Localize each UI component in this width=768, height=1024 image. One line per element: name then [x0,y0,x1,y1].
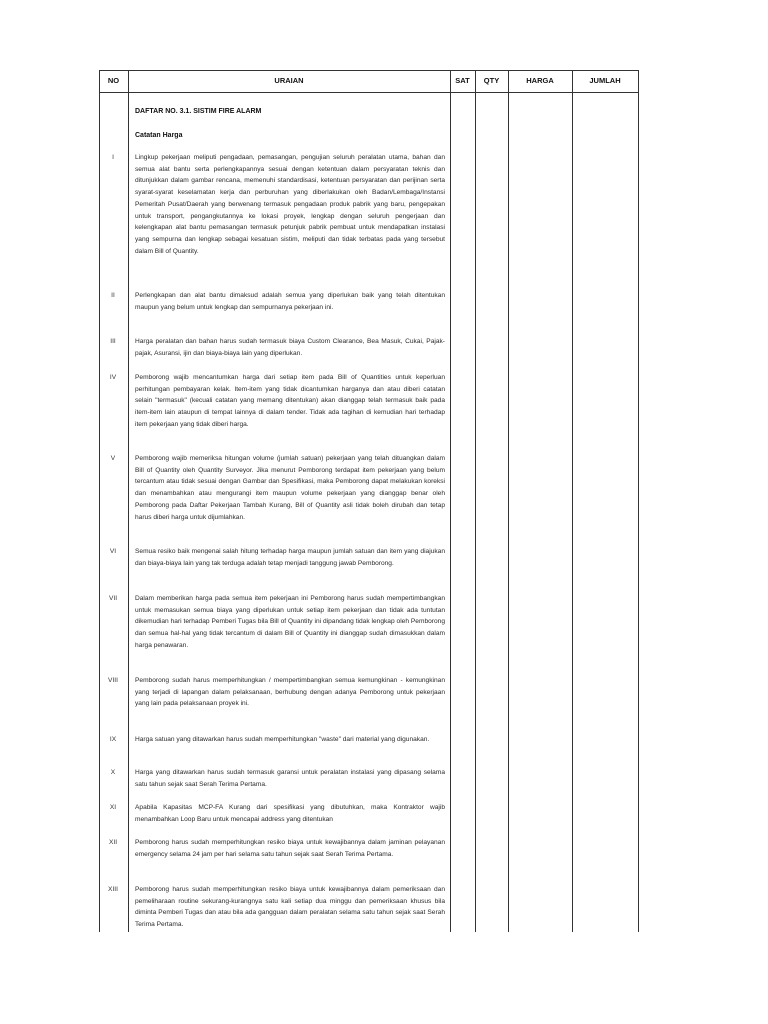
item-number: XIII [108,886,118,893]
header-harga: HARGA [526,76,554,85]
header-jumlah: JUMLAH [589,76,621,85]
header-uraian: URAIAN [274,76,304,85]
item-number: I [112,154,114,161]
item-text: Pemborong harus sudah memperhitungkan resiko biaya untuk kewajibannya dalam jaminan pelayanan emergency selama 24 jam per hari selama satu tahun sejak saat Serah Terima Pertama. [135,839,445,858]
header-qty: QTY [483,76,500,85]
item-text: Harga satuan yang ditawarkan harus sudah memperhitungkan "waste" dari material yang digunakan. [135,736,430,743]
item-text: Lingkup pekerjaan meliputi pengadaan, pemasangan, pengujian seluruh peralatan utama, bahan dan semua alat bantu serta perlengkapannya sesuai dengan ketentuan dalam persyaratan teknis dan ditunjukkan dalam gambar rencana, memenuhi standardisasi, ketentuan persyaratan dan perijinan serta syarat-syarat keselamatan kerja dan perburuhan yang diberlakukan oleh Badan/Lembaga/Instansi Pemeritah Pusat/Daerah yang berwenang termasuk pengadaan produk pabrik yang baru, pengepakan untuk transport, pengangkutannya ke lokasi proyek, lengkap dengan seluruh pengerjaan dan kelengkapan alat bantu pemasangan termasuk petunjuk pabrik pembuat untuk mendapatkan instalasi yang sempurna dan lengkap sebagai kesatuan sistim, meliputi dan tidak terbatas pada yang tersebut dalam Bill of Quantity. [135,154,445,255]
item-number: IX [109,736,117,743]
item-number: XI [109,804,117,811]
item-number: VI [109,548,117,555]
item-text: Perlengkapan dan alat bantu dimaksud adalah semua yang diperlukan baik yang telah ditentukan maupun yang belum untuk lengkap dan sempurnanya pekerjaan ini. [135,292,445,311]
item-text: Harga peralatan dan bahan harus sudah termasuk biaya Custom Clearance, Bea Masuk, Cukai, Pajak-pajak, Asuransi, ijin dan biaya-biaya lain yang diperlukan. [135,338,445,357]
item-number: XII [108,839,118,846]
boq-table [99,70,639,932]
item-text: Pemborong sudah harus memperhitungkan / mempertimbangkan semua kemungkinan - kemungkinan yang terjadi di lapangan dalam pelaksanaan, berhubung dengan adanya Pemborong untuk pekerjaan yang lain pada pelaksanaan proyek ini. [135,677,445,708]
item-text: Pemborong wajib mencantumkan harga dari setiap item pada Bill of Quantities untuk keperluan perhitungan pembayaran kelak. Item-item yang tidak dicantumkan harganya dan atau diberi catatan selain "termasuk" (kecuali catatan yang memang ditentukan) akan dianggap telah termasuk baik pada item-item lain ataupun di tempat lainnya di dalam tender. Tidak ada tagihan di kemudian hari terhadap item pekerjaan yang tidak diberi harga. [135,374,445,428]
header-no: NO [107,76,120,85]
item-number: V [110,455,116,462]
item-number: IV [109,374,117,381]
section-title: DAFTAR NO. 3.1. SISTIM FIRE ALARM [135,108,262,115]
item-text: Semua resiko baik mengenai salah hitung terhadap harga maupun jumlah satuan dan item yang diajukan dan biaya-biaya lain yang tak terduga adalah tetap menjadi tanggung jawab Pemborong. [135,548,445,567]
item-number: VII [108,595,118,602]
item-number: III [110,338,116,345]
item-text: Pemborong wajib memeriksa hitungan volume (jumlah satuan) pekerjaan yang telah dituangkan dalam Bill of Quantity oleh Quantity Surveyor. Jika menurut Pemborong terdapat item pekerjaan yang belum tercantum atau tidak sesuai dengan Gambar dan Spesifikasi, maka Pemborong dapat melakukan koreksi dan menambahkan atau mengurangi item maupun volume pekerjaan yang dianggap benar oleh Pemborong pada Daftar Pekerjaan Tambah Kurang, Bill of Quantity asli tidak boleh dirubah dan tetap harus diberi harga untuk dijumlahkan. [135,455,445,521]
table-body [99,92,639,932]
item-text: Dalam memberikan harga pada semua item pekerjaan ini Pemborong harus sudah mempertimbangkan untuk memasukan semua biaya yang diperlukan untuk setiap item pekerjaan dan tidak ada tuntutan dikemudian hari terhadap Pemberi Tugas bila Bill of Quantity ini dipandang tidak lengkap oleh Pemborong dan semua hal-hal yang tidak tercantum di dalam Bill of Quantity ini dianggap sudah dimasukkan dalam harga penawaran. [135,595,445,649]
header-sat: SAT [455,76,470,85]
item-number: VIII [108,677,118,684]
item-text: Harga yang ditawarkan harus sudah termasuk garansi untuk peralatan instalasi yang dipasang selama satu tahun sejak saat Serah Terima Pertama. [135,769,445,788]
item-number: X [110,769,116,776]
item-text: Apabila Kapasitas MCP-FA Kurang dari spesifikasi yang dibutuhkan, maka Kontraktor wajib menambahkan Loop Baru untuk mencapai address yang ditentukan [135,804,445,823]
subsection-title: Catatan Harga [135,132,183,139]
item-number: II [111,292,115,299]
item-text: Pemborong harus sudah memperhitungkan resiko biaya untuk kewajibannya dalam pemeriksaan dan pemeliharaan routine sekurang-kurangnya satu kali setiap dua minggu dan pemeriksaan khusus bila diminta Pemberi Tugas dan atau bila ada gangguan dalam peralatan selama satu tahun sejak saat Serah Terima Pertama. [135,886,445,929]
